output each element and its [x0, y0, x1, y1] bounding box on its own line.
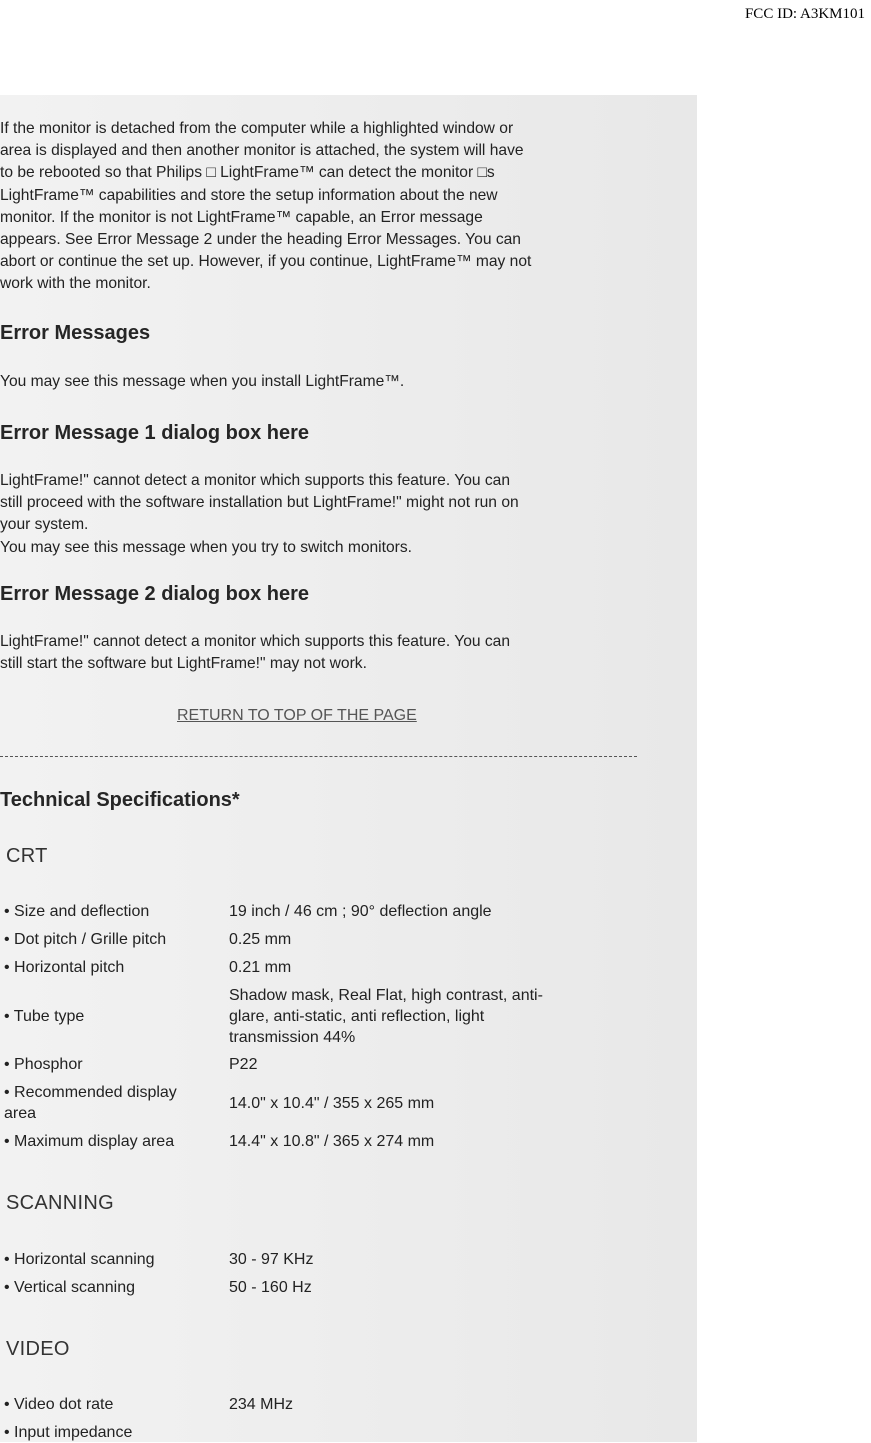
spec-label: • Size and deflection	[4, 903, 150, 920]
spec-value: 14.4" x 10.8" / 365 x 274 mm	[229, 1133, 435, 1150]
spec-value: 14.0" x 10.4" / 355 x 265 mm	[229, 1095, 435, 1112]
spec-label: • Horizontal scanning	[4, 1251, 155, 1268]
spec-value: 234 MHz	[229, 1396, 294, 1413]
spec-label: • Tube type	[4, 1008, 85, 1025]
spec-value: 0.21 mm	[229, 959, 292, 976]
section-divider	[0, 756, 637, 757]
spec-value: P22	[229, 1056, 258, 1073]
spec-value: Shadow mask, Real Flat, high contrast, anti- glare, anti-static, anti reflection, light transmission 44%	[229, 987, 543, 1046]
error-messages-heading: Error Messages	[0, 322, 151, 344]
error-message-1-heading: Error Message 1 dialog box here	[0, 422, 309, 444]
video-heading: VIDEO	[6, 1338, 70, 1360]
crt-heading: CRT	[6, 845, 48, 867]
error-messages-intro: You may see this message when you install LightFrame™.	[0, 373, 405, 390]
technical-specifications-heading: Technical Specifications*	[0, 789, 240, 811]
spec-label: • Video dot rate	[4, 1396, 114, 1413]
spec-label: • Horizontal pitch	[4, 959, 125, 976]
spec-label: • Maximum display area	[4, 1133, 175, 1150]
error-message-1-text: LightFrame!" cannot detect a monitor which supports this feature. You can still proceed with the software installation but LightFrame!" might not run on your system. You may see this message when you try to switch monitors.	[0, 472, 519, 556]
spec-label: • Vertical scanning	[4, 1279, 136, 1296]
spec-value: 0.25 mm	[229, 931, 292, 948]
error-message-2-text: LightFrame!" cannot detect a monitor which supports this feature. You can still start the software but LightFrame!" may not work.	[0, 633, 511, 673]
spec-value: 19 inch / 46 cm ; 90° deflection angle	[229, 903, 492, 920]
return-to-top-link[interactable]: RETURN TO TOP OF THE PAGE	[177, 707, 417, 724]
spec-label: • Input impedance	[4, 1424, 133, 1441]
scanning-heading: SCANNING	[6, 1192, 114, 1214]
scanned-page-background	[0, 95, 697, 1442]
spec-value: 30 - 97 KHz	[229, 1251, 314, 1268]
spec-label: • Recommended display area	[4, 1084, 177, 1122]
spec-value: 50 - 160 Hz	[229, 1279, 312, 1296]
spec-label: • Phosphor	[4, 1056, 83, 1073]
fcc-id: FCC ID: A3KM101	[744, 6, 865, 22]
spec-label: • Dot pitch / Grille pitch	[4, 931, 167, 948]
error-message-2-heading: Error Message 2 dialog box here	[0, 583, 309, 605]
intro-paragraph: If the monitor is detached from the computer while a highlighted window or area is displayed and then another monitor is attached, the system will have to be rebooted so that Philips □ LightFrame™ can detect the monitor □s LightFrame™ capabilities and store the setup information about the new monitor. If the monitor is not LightFrame™ capable, an Error message appears. See Error Message 2 under the heading Error Messages. You can abort or continue the set up. However, if you continue, LightFrame™ may not work with the monitor.	[0, 120, 532, 293]
